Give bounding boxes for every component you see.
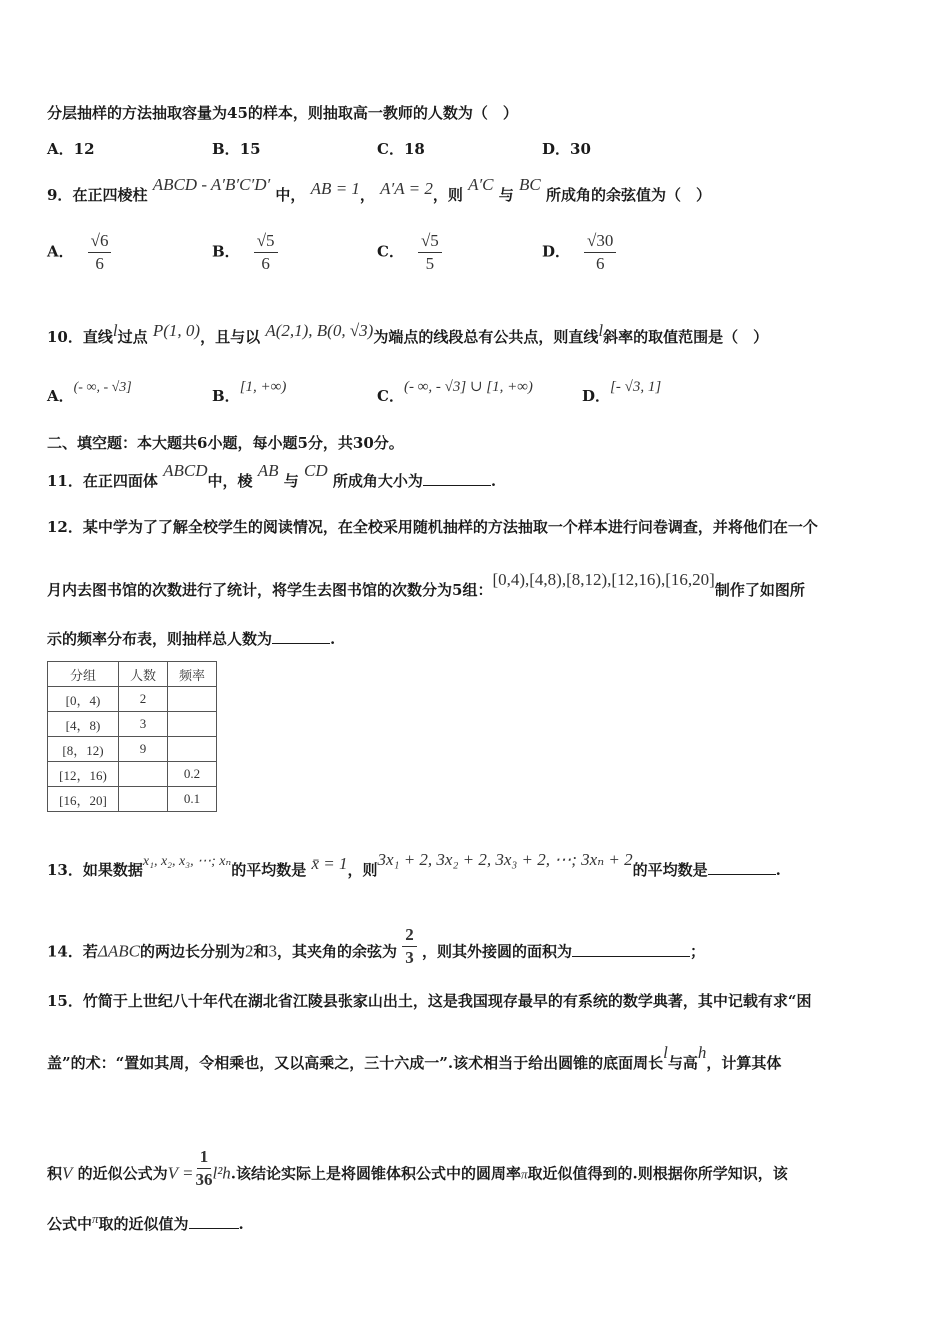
q15-line3: 积V 的近似公式为V = $\frac{1}{36}$ l²h.该结论实际上是将圆锥体积公式中的圆周率π取近似值得到的.则根据你所学知识，该 (47, 1147, 788, 1189)
q10-option-b[interactable]: B．[1, +∞) (212, 379, 287, 405)
q9-stem: 9．在正四棱柱 ABCD - A′B′C′D′ 中， AB = 1， A′A = 2，则 A′C 与 BC 所成角的余弦值为（ ） (47, 175, 711, 204)
q12-line3: 示的频率分布表，则抽样总人数为 . (47, 630, 336, 648)
fraction: $\frac{√6}{6}$ (88, 230, 112, 275)
table-header: 频率 (168, 662, 217, 687)
table-row (48, 712, 217, 737)
q12-line2: 月内去图书馆的次数进行了统计，将学生去图书馆的次数分为5组：[0,4),[4,8),[8,12),[12,16),[16,20]制作了如图所 (47, 570, 805, 599)
table-cell: [8，12) (48, 737, 119, 762)
q8-option-b[interactable]: B．15 (212, 140, 261, 158)
fraction: $\frac{√30}{6}$ (584, 230, 616, 275)
q10-option-c[interactable]: C．(- ∞, - √3] ∪ [1, +∞) (377, 379, 533, 405)
frequency-table (47, 661, 217, 812)
table-cell (168, 712, 217, 737)
table-cell: 0.2 (168, 762, 217, 787)
table-header-row (48, 662, 217, 687)
table-cell (119, 762, 168, 787)
q10-option-a[interactable]: A．(- ∞, - √3] (47, 380, 132, 405)
fraction: $\frac{2}{3}$ (402, 924, 417, 969)
table-cell: 3 (119, 712, 168, 737)
q11-stem: 11．在正四面体 ABCD中，棱 AB 与 CD 所成角大小为 . (47, 461, 497, 490)
table-cell: [12，16) (48, 762, 119, 787)
table-row (48, 687, 217, 712)
table-row (48, 787, 217, 812)
table-cell: [0，4) (48, 687, 119, 712)
q14-stem: 14．若ΔABC的两边长分别为2和3，其夹角的余弦为 $\frac{2}{3}$ ，则其外接圆的面积为 ； (47, 925, 706, 967)
q8-stem: 分层抽样的方法抽取容量为45的样本，则抽取高一教师的人数为（ ） (47, 104, 518, 122)
table-cell (119, 787, 168, 812)
q8-option-a[interactable]: A．12 (47, 140, 95, 158)
table-header: 分组 (48, 662, 119, 687)
q8-option-c[interactable]: C．18 (377, 140, 425, 158)
q12-line1: 12．某中学为了了解全校学生的阅读情况，在全校采用随机抽样的方法抽取一个样本进行问卷调查，并将他们在一个 (47, 518, 818, 536)
answer-blank[interactable] (572, 942, 690, 957)
table-cell: 9 (119, 737, 168, 762)
q13-stem: 13．如果数据x₁, x₂, x₃, ⋯; xₙ的平均数是 x̄ = 1，则3x₁ + 2, 3x₂ + 2, 3x₃ + 2, ⋯; 3xₙ + 2的平均数是 . (47, 850, 781, 879)
fraction: $\frac{√5}{6}$ (254, 230, 278, 275)
table-row (48, 737, 217, 762)
table-cell (168, 737, 217, 762)
table-cell (168, 687, 217, 712)
q9-option-c[interactable]: C． $\frac{√5}{5}$ (377, 230, 442, 275)
answer-blank[interactable] (423, 471, 491, 486)
answer-blank[interactable] (189, 1214, 239, 1229)
q10-option-d[interactable]: D．[- √3, 1] (582, 379, 662, 405)
q10-stem: 10．直线l过点 P(1, 0)，且与以 A(2,1), B(0, √3)为端点的线段总有公共点，则直线l斜率的取值范围是（ ） (47, 321, 769, 346)
answer-blank[interactable] (708, 860, 776, 875)
q15-line1: 15．竹简于上世纪八十年代在湖北省江陵县张家山出土，这是我国现存最早的有系统的数学典著，其中记载有求“困 (47, 992, 812, 1010)
q9-option-b[interactable]: B． $\frac{√5}{6}$ (212, 230, 278, 275)
table-header: 人数 (119, 662, 168, 687)
fraction: $\frac{1}{36}$ (195, 1147, 213, 1189)
table-cell: 2 (119, 687, 168, 712)
q9-option-a[interactable]: A． $\frac{√6}{6}$ (47, 230, 111, 275)
table-cell: [16，20] (48, 787, 119, 812)
q9-option-d[interactable]: D． $\frac{√30}{6}$ (542, 230, 616, 275)
fraction: $\frac{√5}{5}$ (418, 230, 442, 275)
q8-option-d[interactable]: D．30 (542, 140, 591, 158)
answer-blank[interactable] (272, 629, 330, 644)
table-cell: [4，8) (48, 712, 119, 737)
table-row (48, 762, 217, 787)
q15-line2: 盖”的术：“置如其周，令相乘也，又以高乘之，三十六成一”.该术相当于给出圆锥的底面周长l与高h，计算其体 (47, 1043, 782, 1072)
table-cell: 0.1 (168, 787, 217, 812)
section-title: 二、填空题：本大题共6小题，每小题5分，共30分。 (47, 434, 404, 452)
q15-line4: 公式中π取的近似值为 . (47, 1211, 244, 1233)
